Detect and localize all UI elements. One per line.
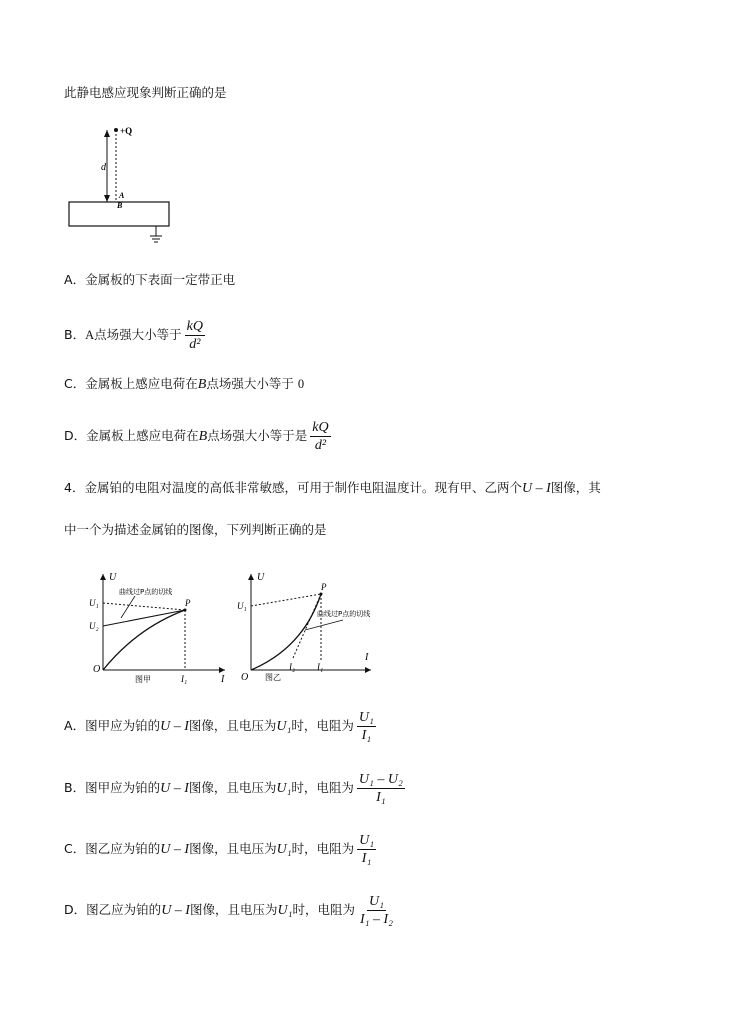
caption: 图甲	[135, 675, 151, 684]
origin-label: O	[241, 672, 249, 683]
question4-stem-line1: 4．金属铂的电阻对温度的高低非常敏感，可用于制作电阻温度计。现有甲、乙两个U – I图像，其	[64, 480, 601, 496]
i1-label: I₁	[181, 674, 188, 684]
point-b-label: B	[117, 201, 123, 210]
tangent-caption: 曲线过P点的切线	[119, 588, 173, 596]
axis-u-label: U	[257, 572, 265, 583]
q4-option-a[interactable]: A．图甲应为铂的U – I图像，且电压为U₁时，电阻为 $\frac{\text{U₁}}{\text{I₁}}$	[64, 710, 374, 743]
origin-label: O	[93, 664, 101, 675]
axis-i-label: I	[365, 652, 369, 663]
i1-label: I₁	[317, 662, 324, 672]
tangent-line	[103, 610, 185, 626]
formula-kq-over-d2: $\frac{kQ}{\text{d²}}$	[312, 420, 329, 453]
question4-stem-line2: 中一个为描述金属铂的图像，下列判断正确的是	[64, 522, 327, 537]
graph-jia	[85, 568, 230, 686]
formula-kq-over-d2: $\frac{kQ}{\text{d²}}$	[186, 319, 203, 352]
i2-label: I₂	[289, 662, 296, 672]
charge-label: +Q	[120, 126, 133, 136]
electrostatic-induction-figure	[62, 120, 192, 250]
q3-option-d[interactable]: D．金属板上感应电荷在B点场强大小等于是 $\frac{kQ}{\text{d²}}$	[64, 420, 329, 453]
q4-option-c[interactable]: C．图乙应为铂的U – I图像，且电压为U₁时，电阻为 $\frac{\text{U₁}}{\text{I₁}}$	[64, 833, 375, 866]
curve	[103, 610, 185, 670]
tangent-caption: 曲线过P点的切线	[317, 610, 371, 618]
q3-option-c[interactable]: C．金属板上感应电荷在B点场强大小等于 0	[64, 376, 305, 392]
q3-option-a[interactable]: A．金属板的下表面一定带正电	[64, 272, 236, 287]
u2-label: U₂	[89, 621, 99, 631]
q3-option-b[interactable]: B．A点场强大小等于 $\frac{kQ}{\text{d²}}$	[64, 319, 203, 352]
point-a-label: A	[119, 191, 125, 200]
caption: 图乙	[265, 673, 281, 682]
q4-option-b[interactable]: B．图甲应为铂的U – I图像，且电压为U₁时，电阻为 $\frac{\text{U₁ – U₂}}{\text{I₁}}$	[64, 772, 403, 805]
graph-yi	[233, 568, 378, 686]
axis-i-label: I	[221, 674, 225, 685]
resistance-formula: $\frac{\text{U₁ – U₂}}{\text{I₁}}$	[358, 772, 403, 805]
distance-label: d	[101, 162, 106, 173]
resistance-formula: $\frac{\text{U₁}}{\text{I₁ – I₂}}$	[359, 894, 394, 927]
axis-u-label: U	[109, 572, 117, 583]
question3-stem: 此静电感应现象判断正确的是	[64, 85, 227, 100]
resistance-formula: $\frac{\text{U₁}}{\text{I₁}}$	[358, 710, 374, 743]
q4-option-d[interactable]: D．图乙应为铂的U – I图像，且电压为U₁时，电阻为 $\frac{\text{U₁}}{\text{I₁ – I₂}}$	[64, 894, 394, 927]
u1-label: U₁	[89, 598, 99, 608]
p-label: P	[321, 582, 327, 592]
p-label: P	[185, 598, 191, 608]
u1-label: U₁	[237, 601, 247, 611]
resistance-formula: $\frac{\text{U₁}}{\text{I₁}}$	[359, 833, 375, 866]
